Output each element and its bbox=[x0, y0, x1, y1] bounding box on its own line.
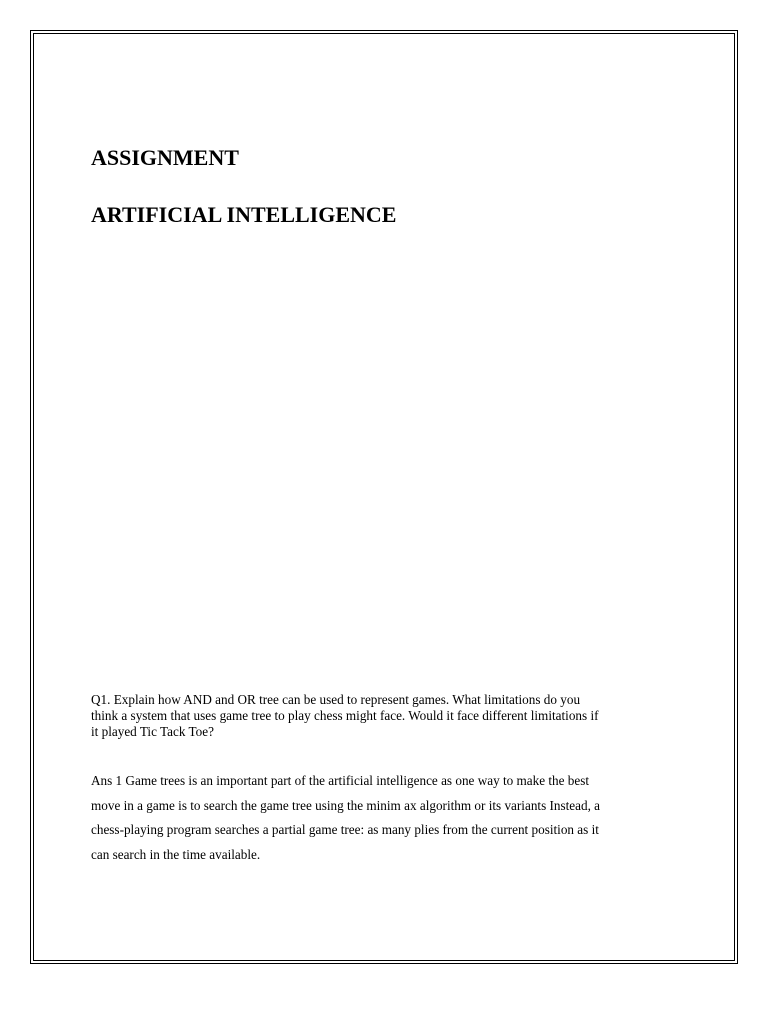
document-title: ASSIGNMENT bbox=[91, 145, 239, 170]
answer-paragraph bbox=[91, 769, 681, 867]
document-subject: ARTIFICIAL INTELLIGENCE bbox=[91, 202, 397, 227]
answer-line: Ans 1 Game trees is an important part of the artificial intelligence as one way to make the best bbox=[91, 773, 590, 788]
answer-line: can search in the time available. bbox=[91, 846, 261, 862]
question-line: Q1. Explain how AND and OR tree can be used to represent games. What limitations do you bbox=[91, 692, 581, 707]
question-line: it played Tic Tack Toe? bbox=[91, 724, 214, 739]
question-line: think a system that uses game tree to play chess might face. Would it face different limitations if bbox=[91, 708, 599, 723]
question-paragraph bbox=[91, 692, 681, 740]
answer-line: move in a game is to search the game tree using the minim ax algorithm or its variants Instead, a bbox=[91, 797, 601, 813]
answer-line: chess-playing program searches a partial game tree: as many plies from the current position as it bbox=[91, 822, 599, 837]
